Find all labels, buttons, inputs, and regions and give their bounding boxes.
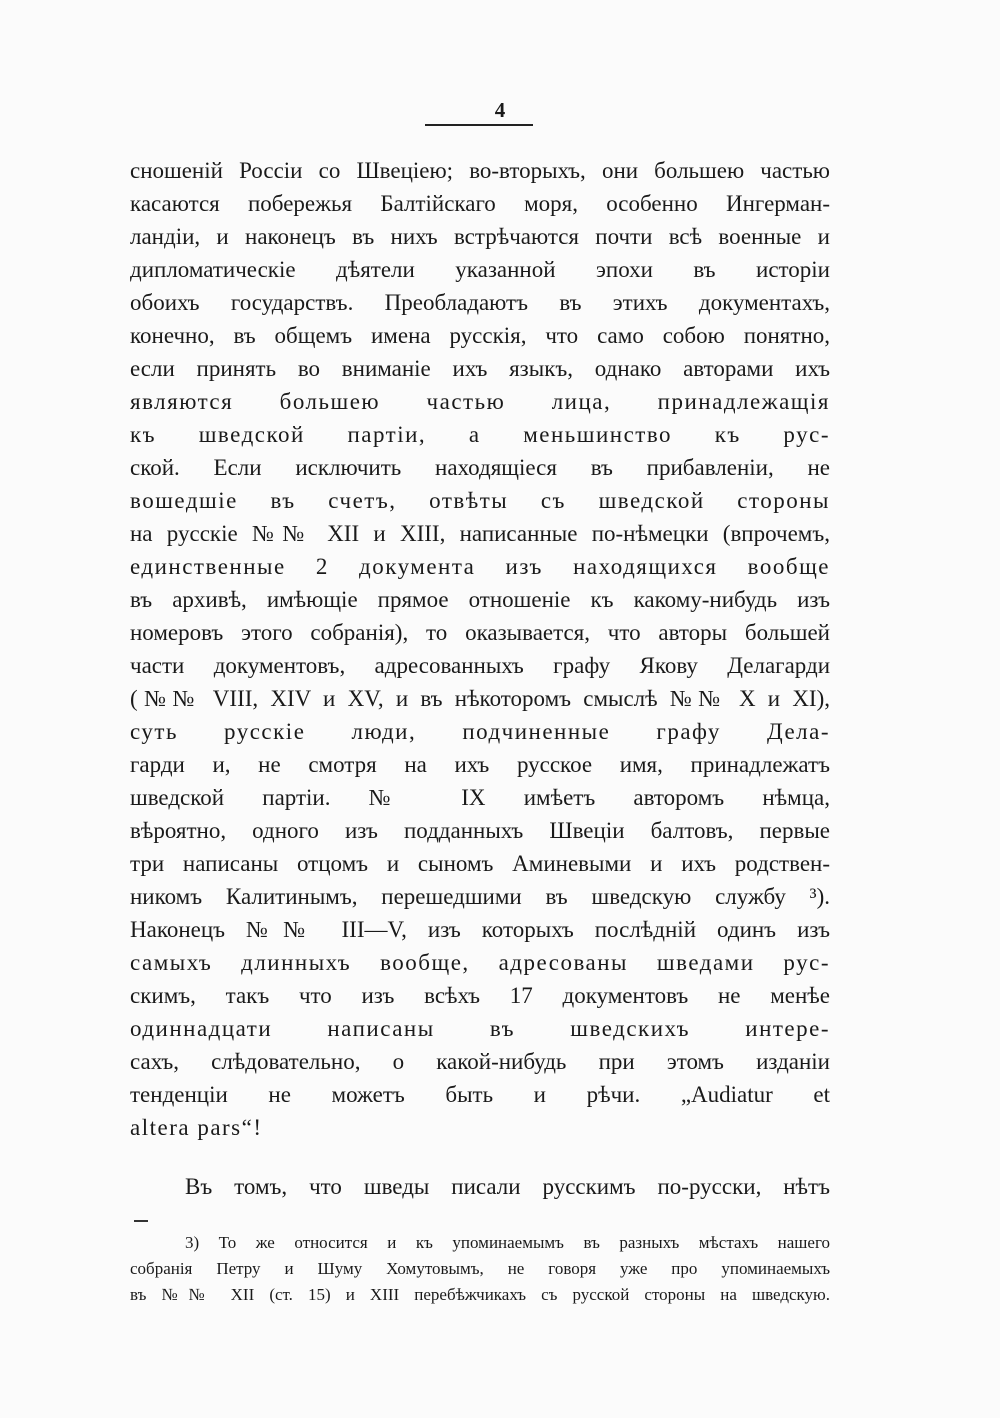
text-line: сношеній Россіи со Швеціею; во-вторыхъ, они большею частью bbox=[130, 158, 830, 183]
text-line: скимъ, такъ что изъ всѣхъ 17 документовъ не менѣе bbox=[130, 983, 830, 1008]
text-line: являются большею частью лица, принадлежащія bbox=[130, 389, 830, 414]
text-line: если принять во вниманіе ихъ языкъ, однако авторами ихъ bbox=[130, 356, 830, 381]
text-line: шведской партіи. № IX имѣетъ авторомъ нѣмца, bbox=[130, 785, 830, 810]
text-line: самыхъ длинныхъ вообще, адресованы шведами рус- bbox=[130, 950, 830, 975]
text-line: (№№ VIII, XIV и XV, и въ нѣкоторомъ смыслѣ №№ X и XI), bbox=[130, 686, 830, 711]
text-line: никомъ Калитинымъ, перешедшими въ шведскую службу ³). bbox=[130, 884, 830, 909]
text-line: сахъ, слѣдовательно, о какой-нибудь при этомъ изданіи bbox=[130, 1049, 830, 1074]
text-line: ской. Если исключить находящіеся въ прибавленіи, не bbox=[130, 455, 830, 480]
text-line: въ архивѣ, имѣющіе прямое отношеніе къ какому-нибудь изъ bbox=[130, 587, 830, 612]
text-line: одиннадцати написаны въ шведскихъ интере- bbox=[130, 1016, 830, 1041]
page-number: 4 bbox=[494, 98, 506, 122]
text-line: номеровъ этого собранія), то оказывается, что авторы большей bbox=[130, 620, 830, 645]
text-line: вошедшіе въ счетъ, отвѣты съ шведской стороны bbox=[130, 488, 830, 513]
header-rule bbox=[425, 124, 533, 126]
footnote-line: въ №№ XII (ст. 15) и XIII перебѣжчикахъ съ русской стороны на шведскую. bbox=[130, 1285, 830, 1304]
footnote-line: 3) То же относится и къ упоминаемымъ въ разныхъ мѣстахъ нашего bbox=[185, 1233, 830, 1252]
text-line: тенденціи не можетъ быть и рѣчи. „Audiatur et bbox=[130, 1082, 830, 1107]
text-line: altera pars“! bbox=[130, 1115, 263, 1140]
text-line: три написаны отцомъ и сыномъ Аминевыми и ихъ родствен- bbox=[130, 851, 830, 876]
text-line: гарди и, не смотря на ихъ русское имя, принадлежатъ bbox=[130, 752, 830, 777]
text-line: дипломатическіе дѣятели указанной эпохи въ исторіи bbox=[130, 257, 830, 282]
text-line: части документовъ, адресованныхъ графу Якову Делагарди bbox=[130, 653, 830, 678]
text-line: конечно, въ общемъ имена русскія, что само собою понятно, bbox=[130, 323, 830, 348]
text-line: на русскіе №№ XII и XIII, написанные по-нѣмецки (впрочемъ, bbox=[130, 521, 830, 546]
text-line: вѣроятно, одного изъ подданныхъ Швеціи балтовъ, первые bbox=[130, 818, 830, 843]
footnote-line: собранія Петру и Шуму Хомутовымъ, не говоря уже про упоминаемыхъ bbox=[130, 1259, 830, 1278]
text-line: единственные 2 документа изъ находящихся вообще bbox=[130, 554, 830, 579]
text-line: обоихъ государствъ. Преобладаютъ въ этихъ документахъ, bbox=[130, 290, 830, 315]
footnote-separator bbox=[134, 1220, 148, 1222]
text-line: касаются побережья Балтійскаго моря, особенно Ингерман- bbox=[130, 191, 830, 216]
text-line: къ шведской партіи, а меньшинство къ рус- bbox=[130, 422, 830, 447]
footnote bbox=[130, 1230, 830, 1308]
text-line: суть русскіе люди, подчиненные графу Дела- bbox=[130, 719, 830, 744]
main-text bbox=[130, 154, 830, 1144]
text-line: Наконецъ №№ III—V, изъ которыхъ послѣдній одинъ изъ bbox=[130, 917, 830, 942]
text-line: Въ томъ, что шведы писали русскимъ по-русски, нѣтъ bbox=[185, 1174, 830, 1199]
next-paragraph bbox=[130, 1170, 830, 1203]
text-line: ландіи, и наконецъ въ нихъ встрѣчаются почти всѣ военные и bbox=[130, 224, 830, 249]
